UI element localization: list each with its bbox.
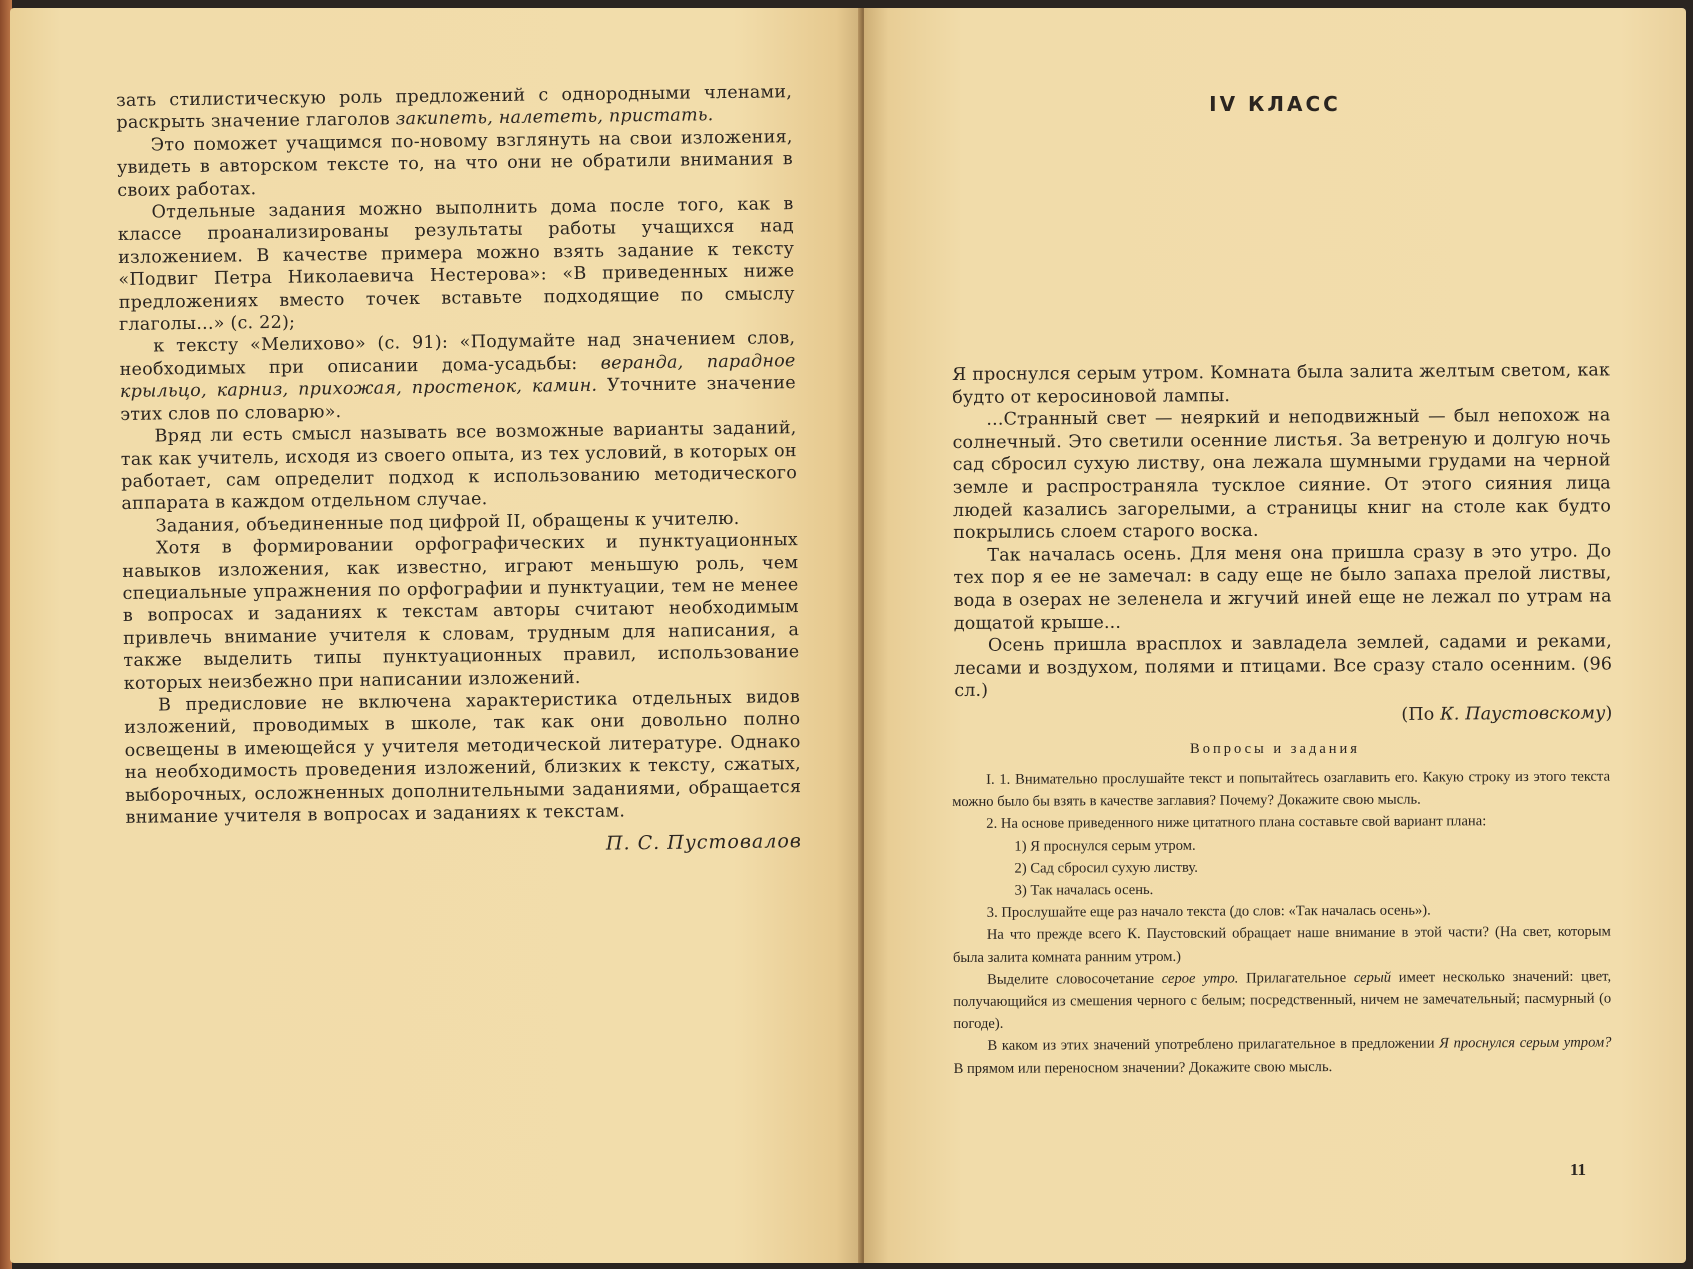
question-paragraph	[953, 1032, 1611, 1080]
text-fragment: В каком из этих значений употреблено прилагательное в предложении	[987, 1035, 1440, 1055]
question-paragraph: На что прежде всего К. Паустовский обращает наше внимание в этой части? (На свет, которым была залита комната ранним утром.)	[952, 923, 1611, 966]
text-fragment: зать стилистическую роль предложений с однородными членами, раскрыть значение глаголов	[116, 82, 793, 134]
text-fragment: Вряд ли есть смысл называть все возможные варианты заданий, так как учитель, исходя из своего опыта, из тех условий, в которых он работает, сам определит подход к использованию методического аппарата в каждом отдельном случае.	[120, 418, 798, 515]
text-fragment: Хотя в формировании орфографических и пунктуационных навыков изложения, как известно, играют меньшую роль, чем специальные упражнения по орфографии и пунктуации, тем не менее в вопросах и заданиях к текстам авторы считают необходимым привлечь внимание учителя к словам, трудным для написания, а также выделить типы пунктуационных правил, использование которых неизбежно при написании изложений.	[122, 530, 800, 694]
plan-item: 1) Я проснулся серым утром.	[1014, 837, 1196, 855]
text-fragment: Задания, объединенные под цифрой II, обращены к учителю.	[155, 508, 740, 537]
plan-item: 2) Сад сбросил сухую листву.	[1014, 859, 1198, 877]
italic-fragment: серый	[1353, 969, 1392, 986]
page-number: 11	[1569, 1160, 1586, 1179]
question-paragraph	[953, 965, 1611, 1035]
plan-list	[952, 832, 1610, 902]
left-paragraph	[117, 126, 794, 202]
source-prefix: (По	[1401, 704, 1441, 725]
left-paragraph	[124, 686, 802, 829]
question-paragraph: I. 1. Внимательно прослушайте текст и попытайтесь озаглавить его. Какую строку из этого текста можно было бы взять в качестве заглавия? Почему? Докажите свою мысль.	[952, 768, 1611, 811]
question-paragraph: 2. На основе приведенного ниже цитатного плана составьте свой вариант плана:	[986, 813, 1487, 833]
question-paragraph: 3. Прослушайте еще раз начало текста (до слов: «Так началась осень»).	[986, 902, 1431, 922]
right-page	[864, 8, 1686, 1263]
text-fragment: Это поможет учащимся по-новому взглянуть на свои изложения, увидеть в авторском тексте то, на что они не обратили внимания в своих работах.	[116, 126, 794, 201]
text-fragment: В предисловие не включена характеристика отдельных видов изложений, проводимых в школе, так как они довольно полно освещены в имеющейся у учителя методической литературе. Однако на необходимость проведения изложений, близких к тексту, сжатых, выборочных, осложненных дополнительными заданиями, обращается внимание учителя в вопросах и заданиях к текстам.	[124, 687, 802, 828]
italic-fragment: веранда, парадное крыльцо, карниз, прихожая, простенок, камин.	[119, 351, 796, 403]
text-fragment: В прямом или переносном значении? Докажите свою мысль.	[953, 1058, 1333, 1077]
text-fragment: Прилагательное	[1238, 969, 1354, 987]
questions-heading: Вопросы и задания	[1190, 741, 1360, 757]
italic-fragment: Я проснулся серым утром?	[1439, 1034, 1612, 1052]
text-source	[954, 702, 1612, 729]
reading-text	[952, 359, 1613, 729]
source-author: К. Паустовскому	[1440, 703, 1606, 725]
left-page-paragraphs	[116, 81, 802, 829]
text-fragment: Отдельные задания можно выполнить дома после того, как в классе проанализированы результаты работы учащихся над изложением. В качестве примера можно взять задание к тексту «Подвиг Петра Николаевича Нестерова»: «В приведенных ниже предложениях вместо точек вставьте подходящие по смыслу глаголы...» (с. 22);	[117, 194, 795, 336]
left-paragraph	[122, 529, 800, 695]
left-paragraph	[117, 193, 795, 336]
text-paragraph: Осень пришла врасплох и завладела землей, садами и реками, лесами и воздухом, полями и птицами. Все сразу стало осенним. (96 сл.)	[954, 631, 1613, 702]
italic-fragment: серое утро.	[1161, 970, 1239, 987]
text-fragment: имеет несколько значений: цвет, получающийся из смешения черного с белым; посредственный, ничем не замечательный; пасмурный (о погоде).	[953, 968, 1612, 1033]
left-page-text	[116, 81, 802, 862]
section-heading: IV КЛАСС	[1209, 92, 1341, 116]
left-paragraph	[119, 328, 796, 426]
italic-fragment: закипеть, налететь, пристать.	[395, 105, 714, 130]
text-fragment: Выделите словосочетание	[987, 970, 1162, 988]
source-suffix: )	[1605, 703, 1613, 724]
plan-item: 3) Так началась осень.	[1014, 881, 1154, 899]
text-fragment: Уточните значение этих слов по словарю».	[120, 373, 797, 425]
text-fragment: к тексту «Мелихово» (с. 91): «Подумайте над значением слов, необходимых при описании дома-усадьбы:	[119, 328, 796, 380]
text-paragraph: Я проснулся серым утром. Комната была залита желтым светом, как будто от керосиновой лампы.	[952, 360, 1611, 408]
left-page	[10, 8, 862, 1263]
questions-block	[952, 766, 1612, 1080]
text-paragraph: ...Странный свет — неяркий и неподвижный — был непохож на солнечный. Это светили осенние листья. За ветреную и долгую ночь сад сбросил сухую листву, она лежала шумными грудами на черной земле и распространяла тусклое сияние. От этого сияния лица людей казались загорелыми, а страницы книг на столе как будто покрылись слоем старого воска.	[952, 405, 1612, 544]
left-paragraph	[120, 417, 797, 515]
article-author: П. С. Пустовалов	[605, 830, 803, 856]
text-paragraph: Так началась осень. Для меня она пришла сразу в это утро. До тех пор я ее не замечал: в саду еще не было запаха прелой листвы, вода в озерах не зеленела и жгучий иней еще не лежал по утрам на дощатой крыше...	[953, 541, 1612, 634]
